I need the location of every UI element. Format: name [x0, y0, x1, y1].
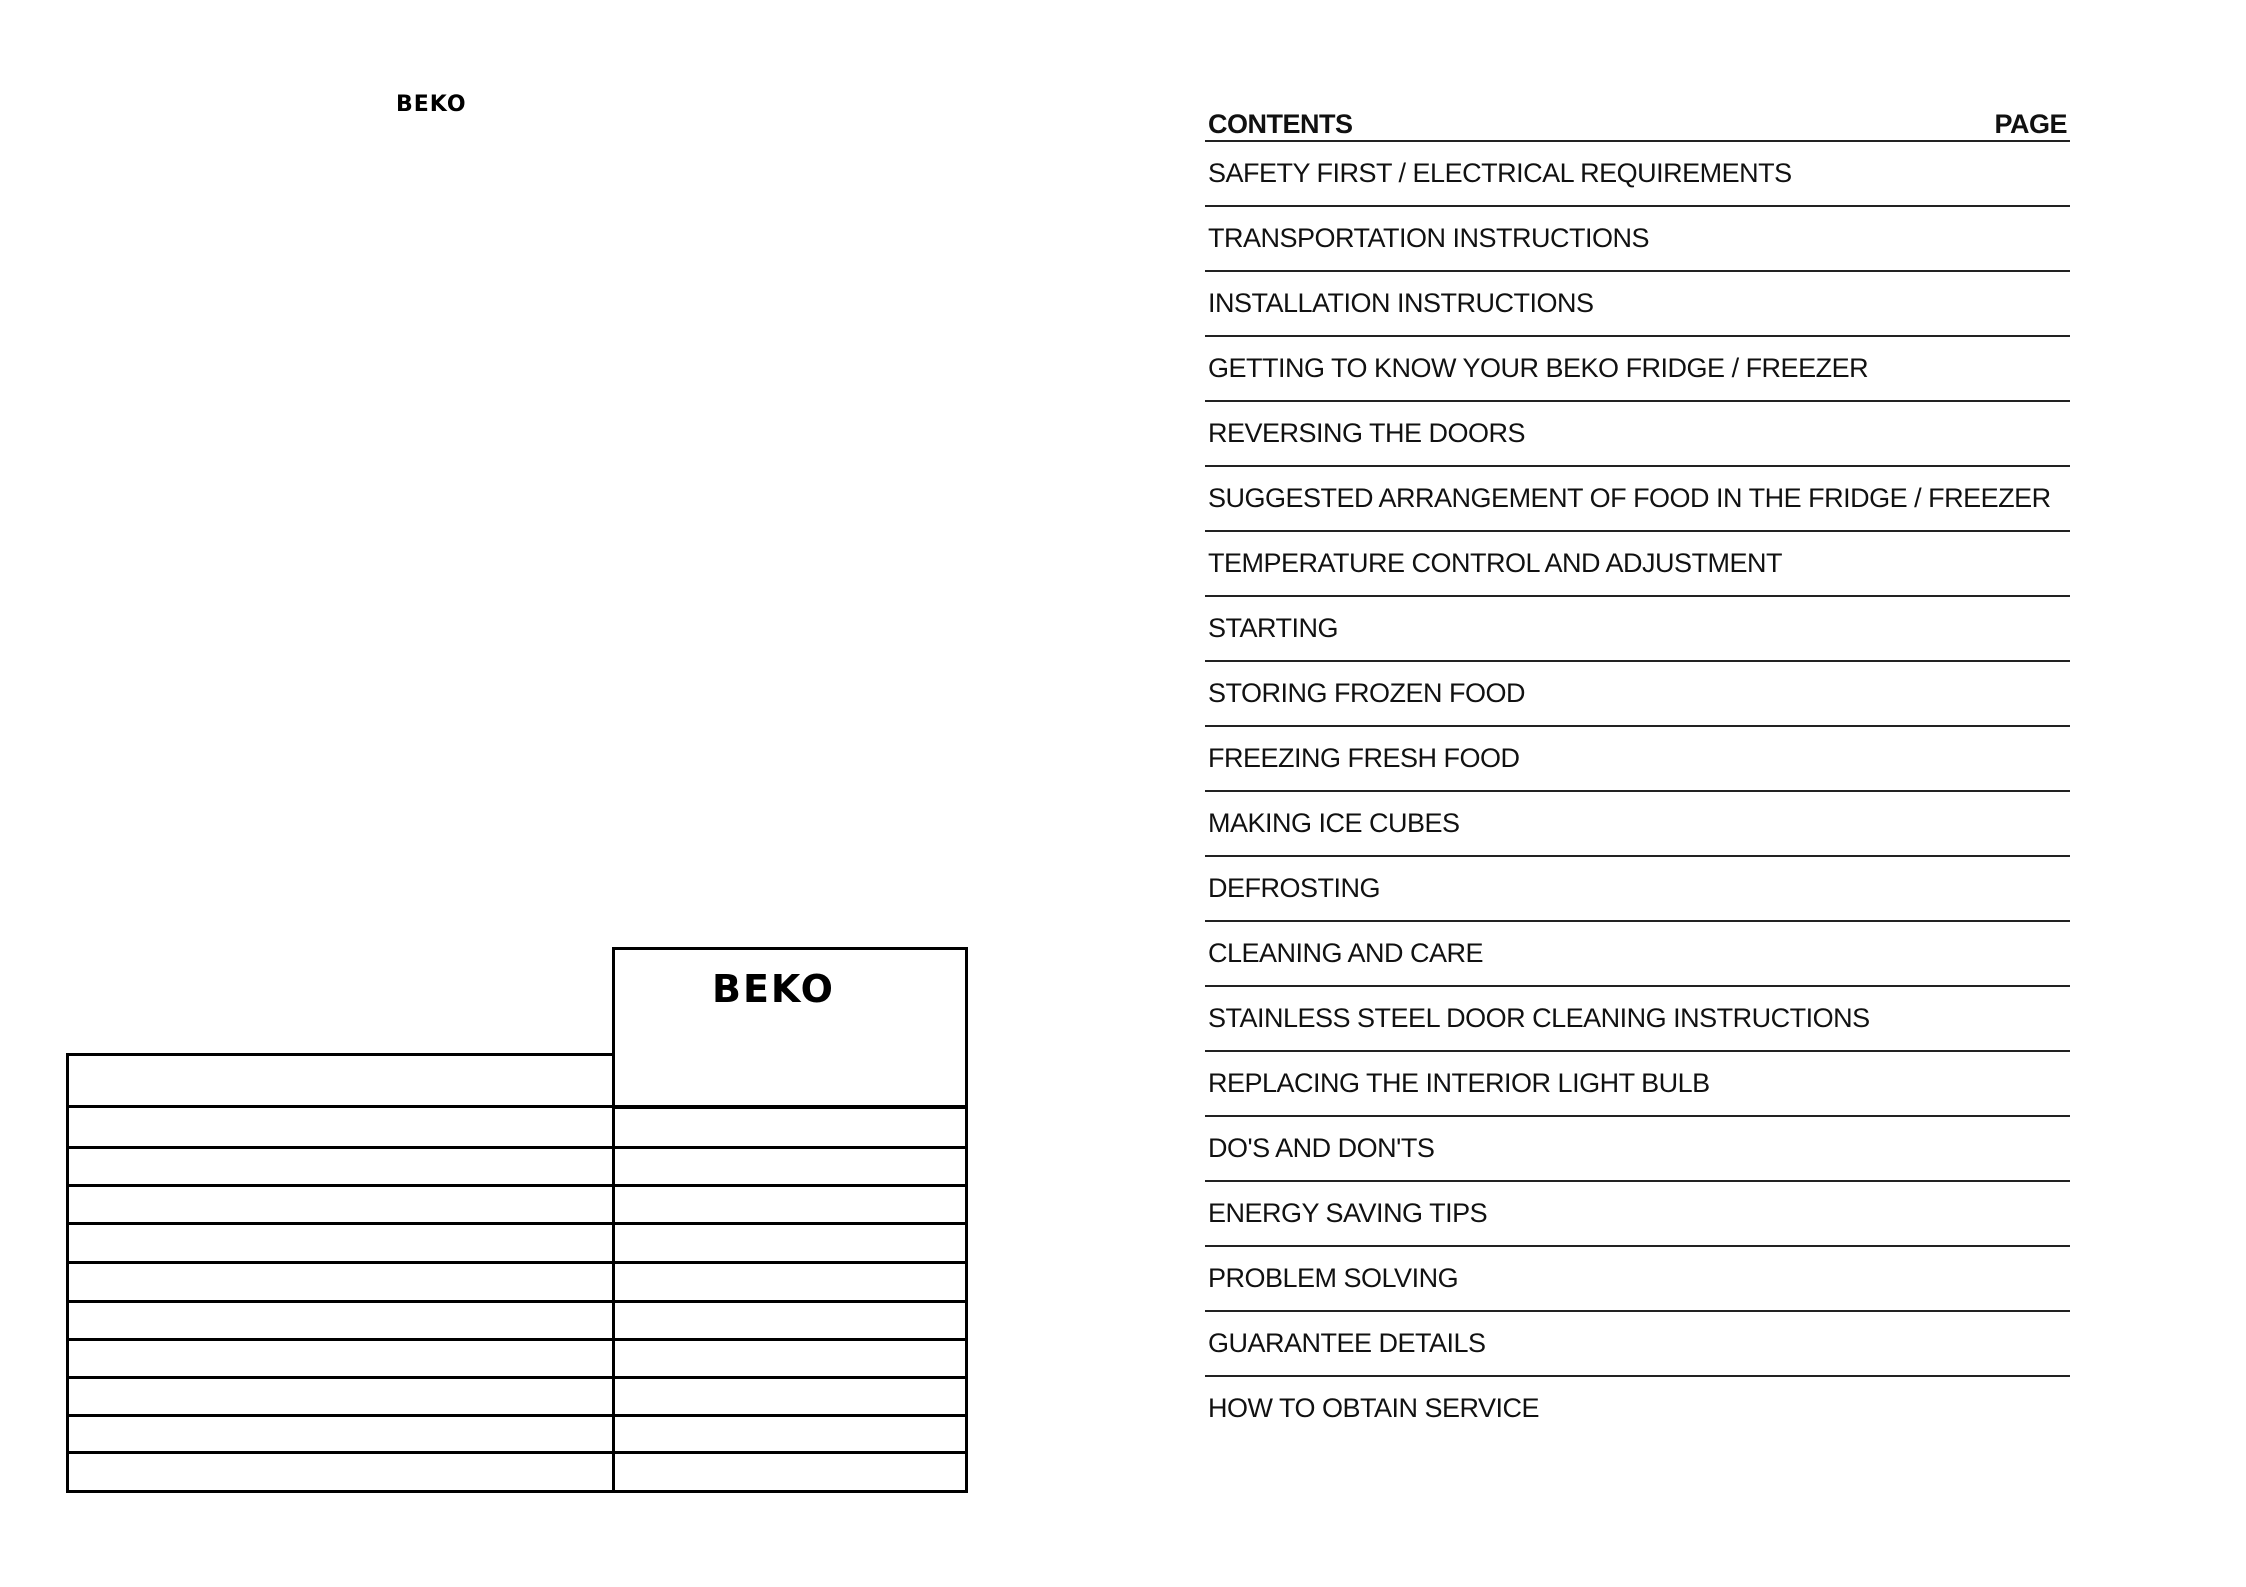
toc-item	[1205, 857, 2070, 922]
toc-item-label: TEMPERATURE CONTROL AND ADJUSTMENT	[1208, 548, 1783, 578]
table-row-line	[66, 1490, 968, 1493]
table-row-line	[66, 1414, 968, 1417]
toc-item-label: GETTING TO KNOW YOUR BEKO FRIDGE / FREEZER	[1208, 353, 1869, 383]
toc-item-label: HOW TO OBTAIN SERVICE	[1208, 1393, 1540, 1423]
table-row-line	[66, 1338, 968, 1341]
contents-list	[1205, 86, 2070, 1440]
table-divider	[612, 1053, 615, 1493]
toc-item	[1205, 272, 2070, 337]
toc-item	[1205, 467, 2070, 532]
toc-item	[1205, 1052, 2070, 1117]
toc-item	[1205, 337, 2070, 402]
toc-item	[1205, 597, 2070, 662]
table-right-border	[965, 1105, 968, 1493]
toc-item-label: CLEANING AND CARE	[1208, 938, 1484, 968]
toc-item	[1205, 1377, 2070, 1440]
brand-logo-top: BEKO	[396, 92, 467, 117]
toc-item	[1205, 1117, 2070, 1182]
toc-item	[1205, 402, 2070, 467]
toc-item	[1205, 1247, 2070, 1312]
table-row-line	[66, 1146, 968, 1149]
toc-item-label: SUGGESTED ARRANGEMENT OF FOOD IN THE FRIDGE / FREEZER	[1208, 483, 2051, 513]
toc-item	[1205, 532, 2070, 597]
toc-item-label: REVERSING THE DOORS	[1208, 418, 1526, 448]
table-row-line	[66, 1376, 968, 1379]
toc-item-label: DO'S AND DON'TS	[1208, 1133, 1435, 1163]
table-row-line	[66, 1222, 968, 1225]
toc-item	[1205, 727, 2070, 792]
page-heading: PAGE	[1994, 109, 2067, 139]
toc-item	[1205, 207, 2070, 272]
toc-item	[1205, 792, 2070, 857]
toc-item-label: FREEZING FRESH FOOD	[1208, 743, 1520, 773]
contents-heading: CONTENTS	[1208, 109, 1353, 139]
table-row-line	[66, 1451, 968, 1454]
table-row-line	[66, 1053, 614, 1056]
table-row-line	[66, 1184, 968, 1187]
toc-item	[1205, 1182, 2070, 1247]
table-left-border	[66, 1053, 69, 1493]
table-row-line	[66, 1261, 968, 1264]
toc-item-label: STAINLESS STEEL DOOR CLEANING INSTRUCTIONS	[1208, 1003, 1870, 1033]
toc-item-label: GUARANTEE DETAILS	[1208, 1328, 1486, 1358]
toc-item-label: PROBLEM SOLVING	[1208, 1263, 1459, 1293]
toc-item	[1205, 1312, 2070, 1377]
toc-item-label: MAKING ICE CUBES	[1208, 808, 1460, 838]
brand-logo-table: BEKO	[712, 967, 835, 1011]
toc-item	[1205, 987, 2070, 1052]
toc-item	[1205, 142, 2070, 207]
table-row-line	[66, 1105, 968, 1108]
toc-item-label: REPLACING THE INTERIOR LIGHT BULB	[1208, 1068, 1710, 1098]
toc-item-label: DEFROSTING	[1208, 873, 1381, 903]
toc-item-label: INSTALLATION INSTRUCTIONS	[1208, 288, 1594, 318]
toc-item-label: ENERGY SAVING TIPS	[1208, 1198, 1488, 1228]
toc-item	[1205, 922, 2070, 987]
toc-item-label: STARTING	[1208, 613, 1339, 643]
toc-item-label: TRANSPORTATION INSTRUCTIONS	[1208, 223, 1650, 253]
toc-item-label: STORING FROZEN FOOD	[1208, 678, 1526, 708]
toc-item-label: SAFETY FIRST / ELECTRICAL REQUIREMENTS	[1208, 158, 1792, 188]
toc-item	[1205, 662, 2070, 727]
table-row-line	[66, 1300, 968, 1303]
contents-header	[1205, 86, 2070, 142]
